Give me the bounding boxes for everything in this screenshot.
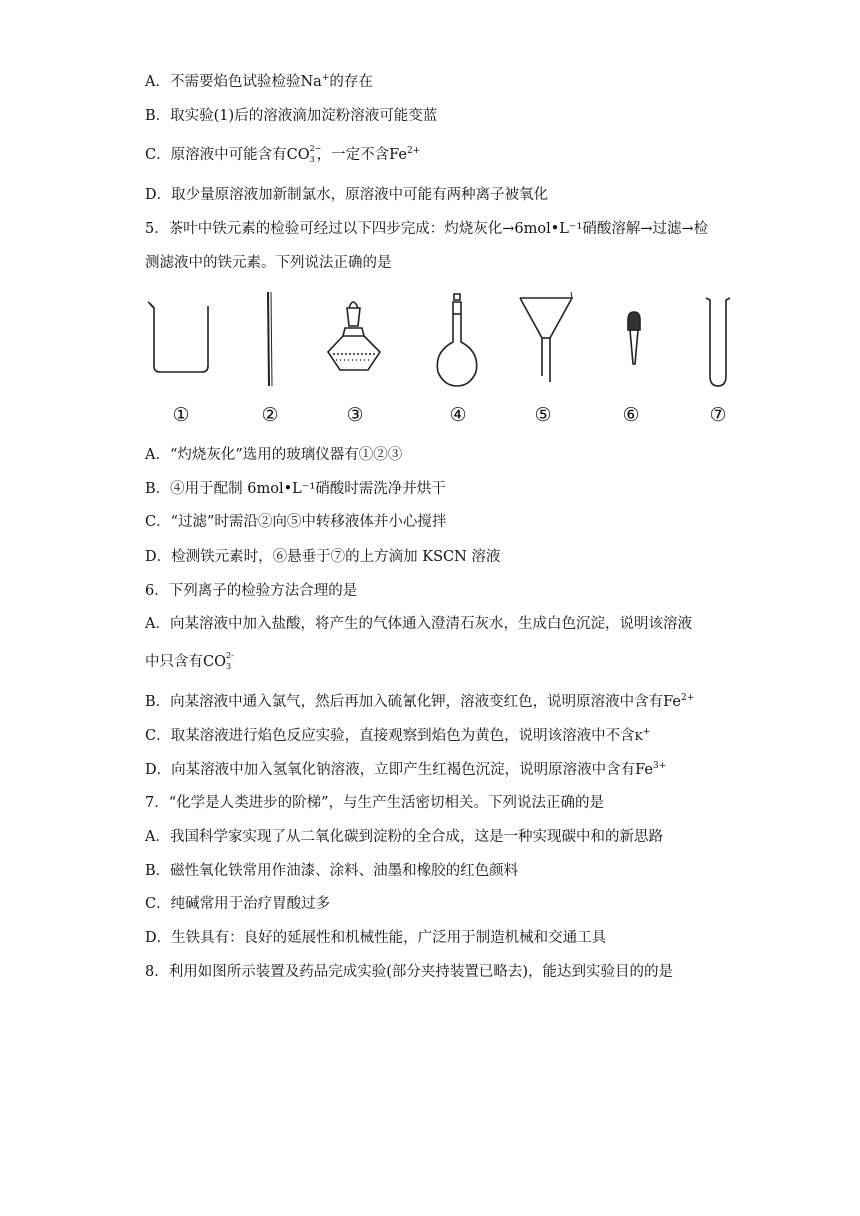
q7-option-a: A．我国科学家实现了从二氧化碳到淀粉的全合成，这是一种实现碳中和的新思路 bbox=[145, 829, 663, 845]
label-5: ⑤ bbox=[534, 404, 552, 426]
apparatus-figure bbox=[140, 286, 740, 436]
na-charge: + bbox=[321, 73, 330, 84]
volumetric-flask-icon bbox=[437, 294, 476, 386]
carbonate-ion: CO bbox=[203, 654, 226, 670]
label-1: ① bbox=[172, 404, 190, 426]
carbonate-ion: CO bbox=[286, 147, 310, 163]
q8-stem: 8．利用如图所示装置及药品完成实验(部分夹持装置已略去)，能达到实验目的的是 bbox=[145, 964, 674, 980]
q7-option-c: C．纯碱常用于治疗胃酸过多 bbox=[145, 896, 331, 912]
q6-option-c-text: C．取某溶液进行焰色反应实验，直接观察到焰色为黄色，说明该溶液中不含 bbox=[145, 728, 635, 744]
q6-option-d-text: D．向某溶液中加入氢氧化钠溶液，立即产生红褐色沉淀，说明原溶液中含有 bbox=[145, 762, 636, 778]
q6-stem: 6．下列离子的检验方法合理的是 bbox=[145, 583, 358, 599]
q5-stem-line1: 5．茶叶中铁元素的检验可经过以下四步完成：灼烧灰化→6mol•L⁻¹硝酸溶解→过滤→检 bbox=[145, 221, 709, 237]
q6-option-c bbox=[145, 726, 650, 747]
carbonate-subscript: 3 bbox=[309, 155, 315, 164]
na-ion: Na bbox=[300, 74, 322, 90]
fe-ion: Fe bbox=[389, 147, 407, 163]
k-ion: K bbox=[634, 730, 643, 743]
k-charge: + bbox=[642, 727, 651, 738]
q7-option-b: B．磁性氧化铁常用作油漆、涂料、油墨和橡胶的红色颜料 bbox=[145, 863, 519, 879]
fe-charge: 3+ bbox=[652, 761, 667, 772]
fe-ion: Fe bbox=[663, 694, 682, 710]
q6-option-a-line1: A．向某溶液中加入盐酸，将产生的气体通入澄清石灰水，生成白色沉淀，说明该溶液 bbox=[145, 616, 692, 632]
q5-stem-line2: 测滤液中的铁元素。下列说法正确的是 bbox=[145, 255, 392, 271]
funnel-icon bbox=[520, 292, 572, 382]
q5-option-a: A．“灼烧灰化”选用的玻璃仪器有①②③ bbox=[145, 447, 403, 463]
apparatus-drawings bbox=[140, 286, 740, 436]
glass-rod-icon bbox=[268, 292, 272, 386]
carbonate-scripts bbox=[309, 144, 322, 164]
q7-stem: 7．“化学是人类进步的阶梯”，与生产生活密切相关。下列说法正确的是 bbox=[145, 795, 605, 811]
q6-option-a-line2 bbox=[145, 652, 233, 672]
q4-option-a-text: A．不需要焰色试验检验 bbox=[145, 74, 301, 90]
q6-option-b-text: B．向某溶液中通入氯气，然后再加入硫氰化钾，溶液变红色，说明原溶液中含有 bbox=[145, 694, 664, 710]
dropper-icon bbox=[628, 312, 640, 364]
q7-option-d: D．生铁具有：良好的延展性和机械性能，广泛用于制造机械和交通工具 bbox=[145, 930, 607, 946]
fe-charge: 2+ bbox=[681, 693, 695, 704]
test-tube-icon bbox=[706, 298, 730, 386]
label-2: ② bbox=[261, 404, 279, 426]
q4-option-c bbox=[145, 145, 420, 165]
q6-option-b bbox=[145, 692, 694, 712]
q4-option-c-text: C．原溶液中可能含有 bbox=[145, 147, 287, 163]
q5-option-c: C．“过滤”时需沿②向⑤中转移液体并小心搅拌 bbox=[145, 514, 447, 530]
alcohol-lamp-icon bbox=[328, 302, 380, 370]
q4-option-a-tail: 的存在 bbox=[329, 74, 373, 90]
carbonate-charge: 2− bbox=[309, 144, 322, 153]
q4-option-c-mid: ，一定不含 bbox=[316, 147, 390, 163]
carbonate-charge: 2- bbox=[225, 651, 234, 660]
label-3: ③ bbox=[346, 404, 364, 426]
fe-charge: 2+ bbox=[406, 146, 421, 157]
q4-option-a bbox=[145, 72, 373, 92]
carbonate-scripts bbox=[225, 651, 234, 671]
q5-option-d: D．检测铁元素时，⑥悬垂于⑦的上方滴加 KSCN 溶液 bbox=[145, 549, 501, 565]
label-4: ④ bbox=[449, 404, 467, 426]
beaker-icon bbox=[148, 302, 208, 372]
carbonate-subscript: 3 bbox=[225, 662, 232, 671]
q5-option-b: B．④用于配制 6mol•L⁻¹硝酸时需洗净并烘干 bbox=[145, 481, 446, 497]
q4-option-b: B．取实验(1)后的溶液滴加淀粉溶液可能变蓝 bbox=[145, 108, 438, 124]
fe-ion: Fe bbox=[635, 762, 653, 778]
q6-option-a-text: 中只含有 bbox=[145, 654, 203, 670]
label-6: ⑥ bbox=[622, 404, 640, 426]
label-7: ⑦ bbox=[709, 404, 727, 426]
q4-option-d: D．取少量原溶液加新制氯水，原溶液中可能有两种离子被氧化 bbox=[145, 187, 549, 203]
q6-option-d bbox=[145, 760, 666, 780]
